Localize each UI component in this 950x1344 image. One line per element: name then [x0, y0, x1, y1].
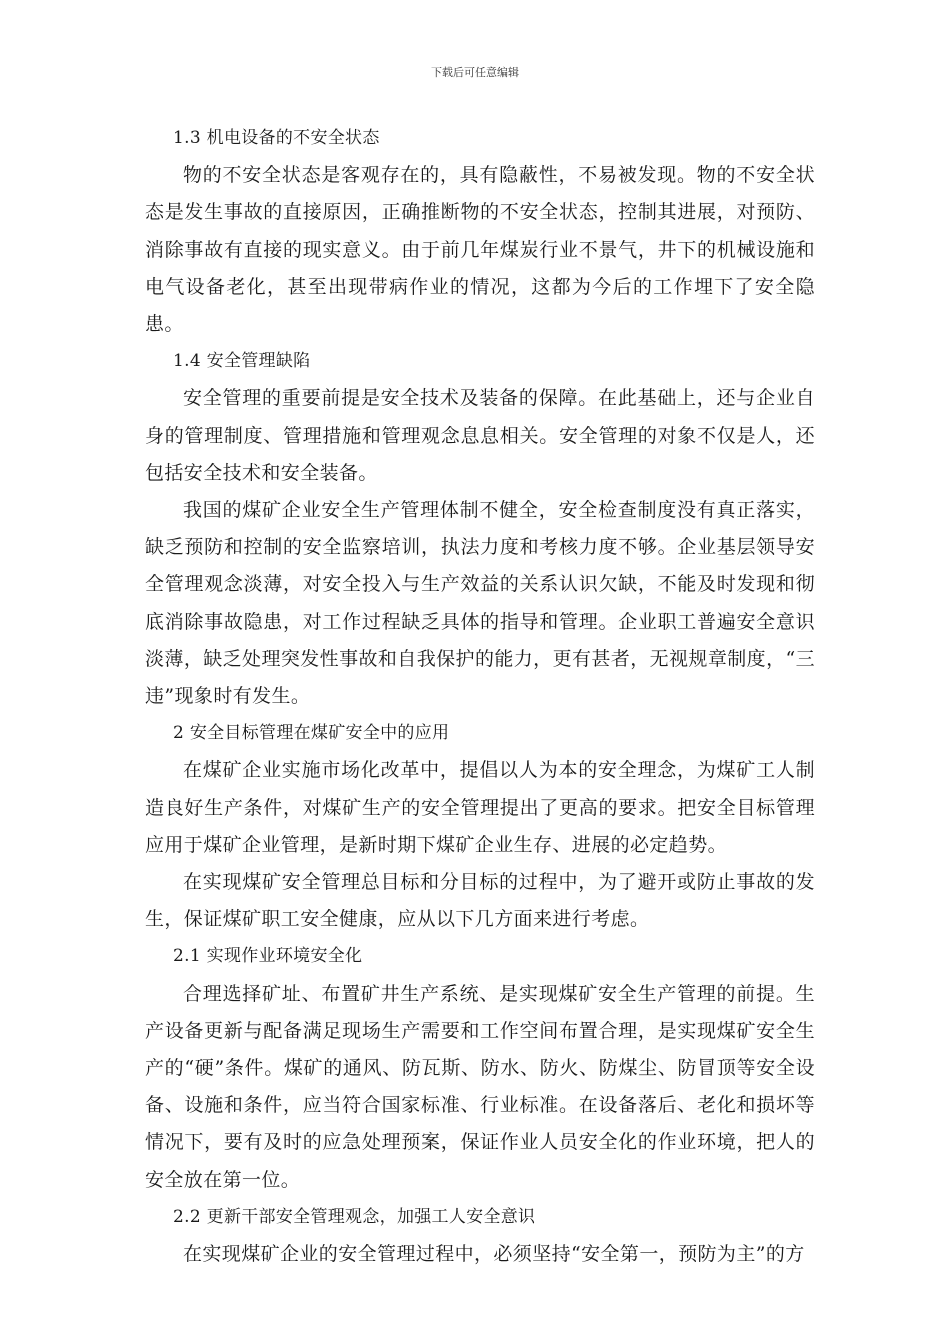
page-header: 下载后可任意编辑	[431, 66, 519, 79]
paragraph: 在实现煤矿安全管理总目标和分目标的过程中，为了避开或防止事故的发生，保证煤矿职工安全健康，应从以下几方面来进行考虑。	[145, 871, 815, 931]
section-heading-2-2: 2.2 更新干部安全管理观念，加强工人安全意识	[173, 1206, 536, 1227]
paragraph: 在煤矿企业实施市场化改革中，提倡以人为本的安全理念，为煤矿工人制造良好生产条件，对煤矿生产的安全管理提出了更高的要求。把安全目标管理应用于煤矿企业管理，是新时期下煤矿企业生存、进展的必定趋势。	[145, 759, 815, 856]
paragraph: 物的不安全状态是客观存在的，具有隐蔽性，不易被发现。物的不安全状态是发生事故的直接原因，正确推断物的不安全状态，控制其进展，对预防、消除事故有直接的现实意义。由于前几年煤炭行业不景气，井下的机械设施和电气设备老化，甚至出现带病作业的情况，这都为今后的工作埋下了安全隐患。	[145, 164, 815, 336]
document-body	[145, 120, 815, 1273]
section-heading-2: 2 安全目标管理在煤矿安全中的应用	[173, 723, 450, 744]
section-heading-1-4: 1.4 安全管理缺陷	[173, 351, 311, 372]
paragraph: 安全管理的重要前提是安全技术及装备的保障。在此基础上，还与企业自身的管理制度、管理措施和管理观念息息相关。安全管理的对象不仅是人，还包括安全技术和安全装备。	[145, 387, 815, 484]
paragraph: 在实现煤矿企业的安全管理过程中，必须坚持“安全第一，预防为主”的方	[183, 1243, 805, 1266]
section-heading-2-1: 2.1 实现作业环境安全化	[173, 946, 363, 967]
paragraph: 我国的煤矿企业安全生产管理体制不健全，安全检查制度没有真正落实，缺乏预防和控制的安全监察培训，执法力度和考核力度不够。企业基层领导安全管理观念淡薄，对安全投入与生产效益的关系认识欠缺，不能及时发现和彻底消除事故隐患，对工作过程缺乏具体的指导和管理。企业职工普遍安全意识淡薄，缺乏处理突发性事故和自我保护的能力，更有甚者，无视规章制度，“三违”现象时有发生。	[145, 499, 815, 708]
section-heading-1-3: 1.3 机电设备的不安全状态	[173, 128, 380, 148]
paragraph: 合理选择矿址、布置矿井生产系统、是实现煤矿安全生产管理的前提。生产设备更新与配备满足现场生产需要和工作空间布置合理，是实现煤矿安全生产的“硬”条件。煤矿的通风、防瓦斯、防水、防火、防煤尘、防冒顶等安全设备、设施和条件，应当符合国家标准、行业标准。在设备落后、老化和损坏等情况下，要有及时的应急处理预案，保证作业人员安全化的作业环境，把人的安全放在第一位。	[145, 982, 815, 1191]
